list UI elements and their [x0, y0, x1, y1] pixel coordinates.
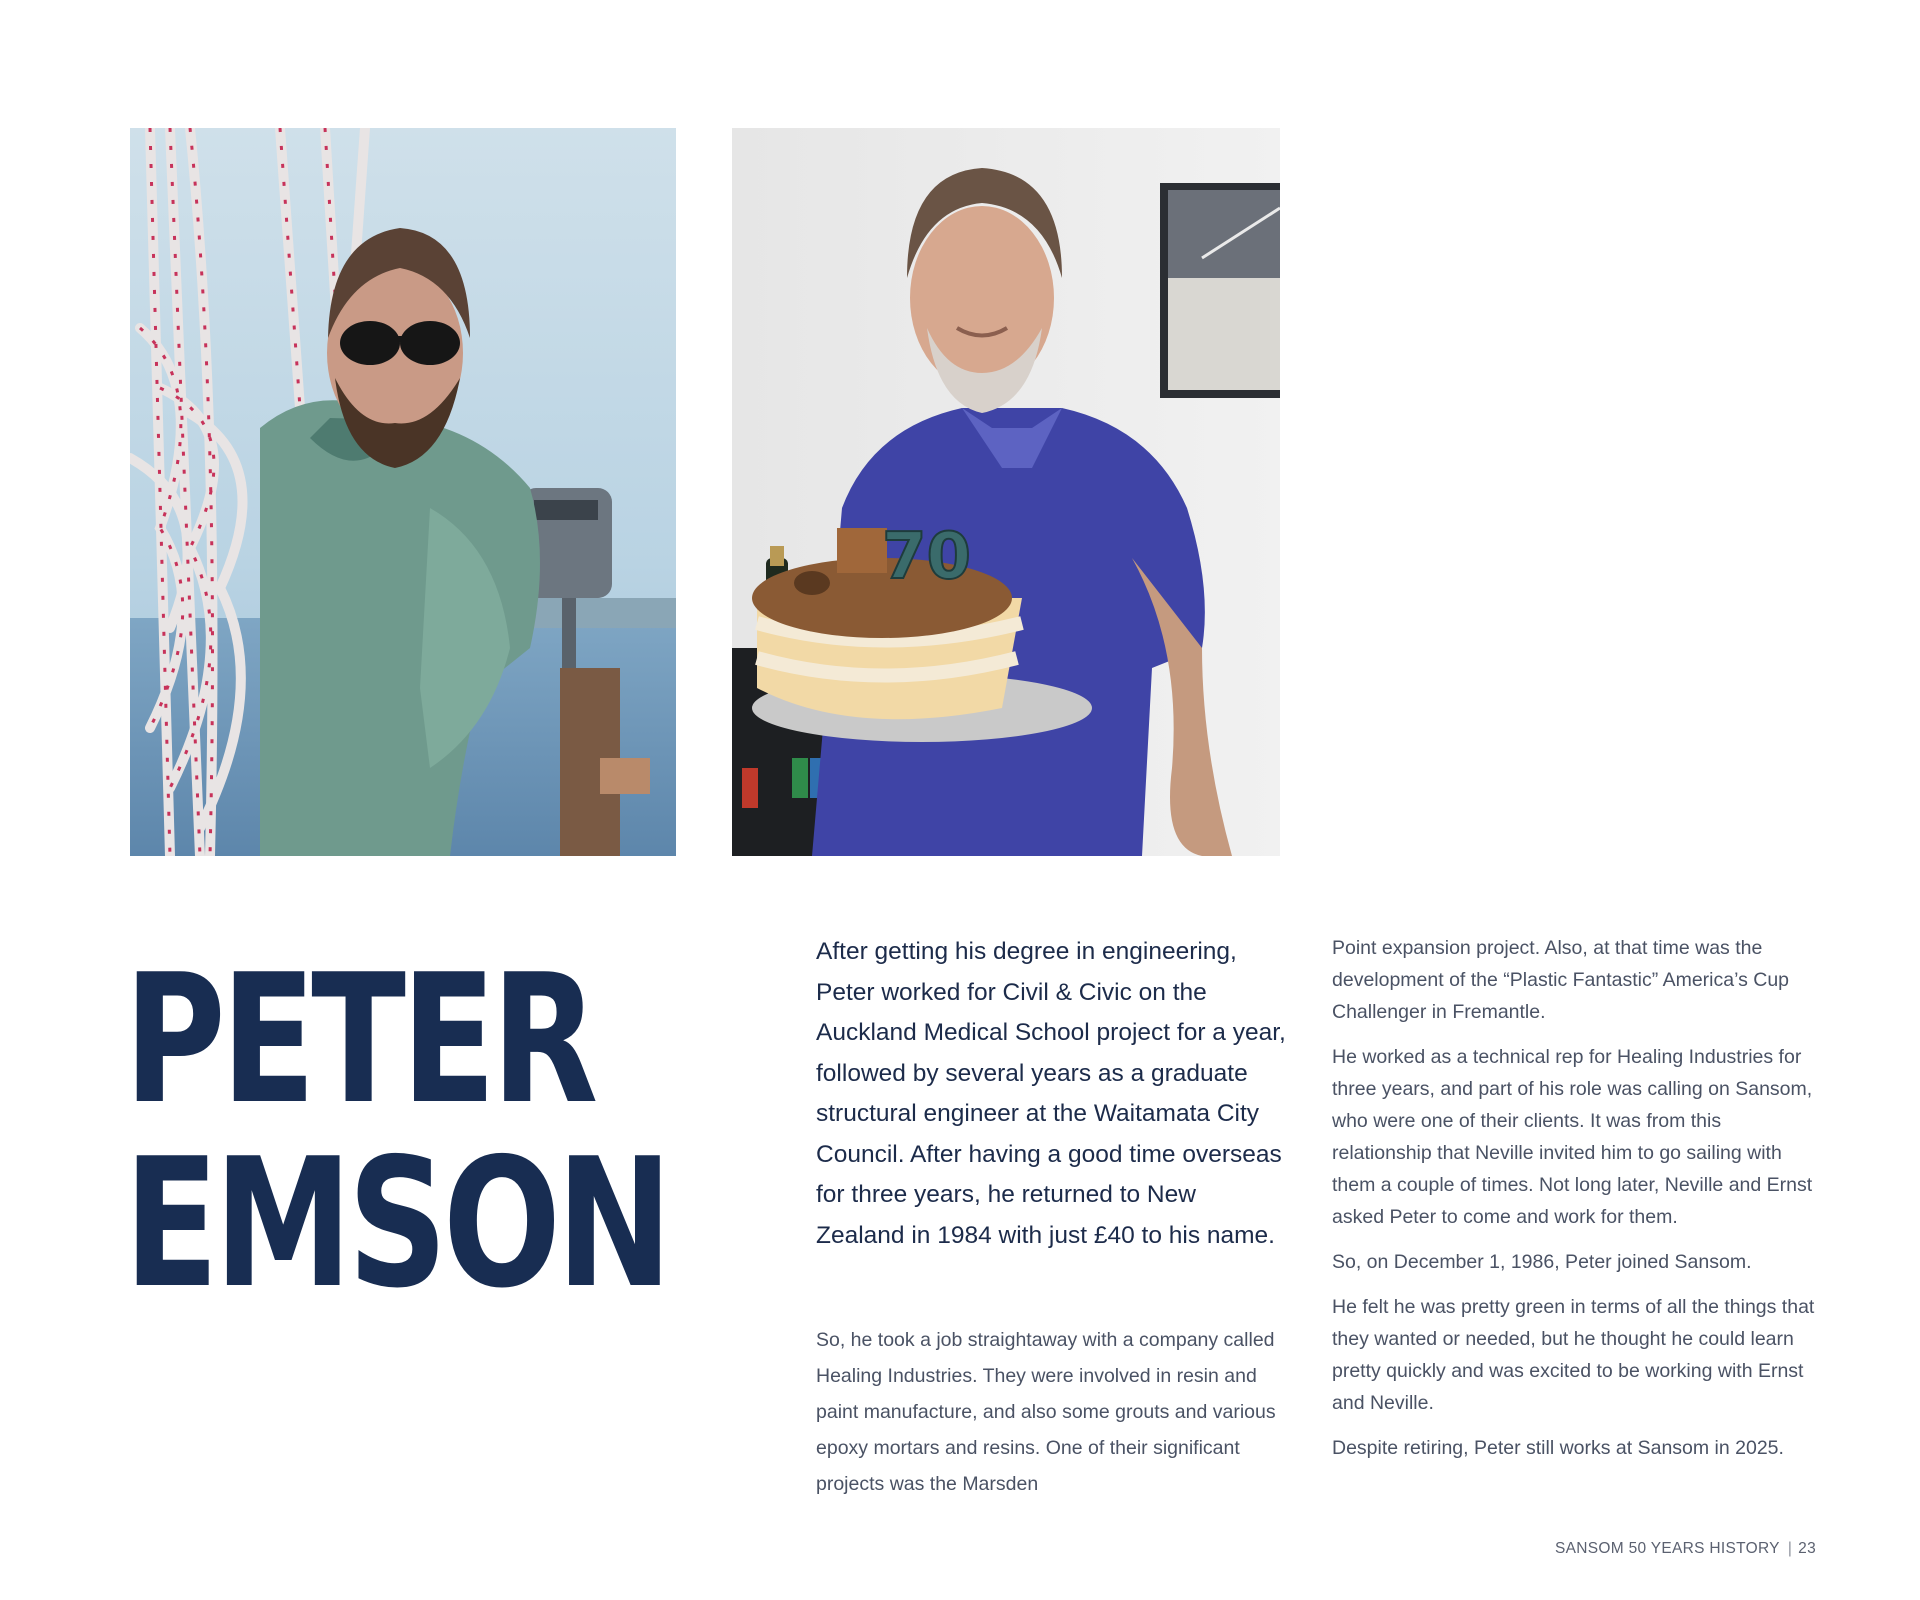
page-footer [1555, 1540, 1816, 1558]
body-paragraph: He worked as a technical rep for Healing Industries for three years, and part of his role was calling on Sansom, who were one of their clients. It was from this relationship that Neville invited him to go sailing with them a couple of times. Not long later, Neville and Ernst asked Peter to come and work for them. [1332, 1046, 1813, 1228]
young-peter-sailing-photo [130, 128, 676, 856]
footer-separator: | [1787, 1540, 1793, 1557]
title-first-name: PETER [124, 936, 594, 1143]
body-paragraph: Point expansion project. Also, at that time was the development of the “Plastic Fantastic” America’s Cup Challenger in Fremantle. [1332, 937, 1790, 1023]
cake-candles-text: 70 [882, 520, 972, 594]
body-paragraph: He felt he was pretty green in terms of all the things that they wanted or needed, but he thought he could learn pretty quickly and was excited to be working with Ernst and Neville. [1332, 1296, 1815, 1414]
body-paragraph: So, on December 1, 1986, Peter joined Sansom. [1332, 1251, 1752, 1273]
page-title [124, 936, 668, 1327]
body-paragraph: Despite retiring, Peter still works at Sansom in 2025. [1332, 1437, 1784, 1459]
column1-body-paragraph: So, he took a job straightaway with a company called Healing Industries. They were involved in resin and paint manufacture, and also some grouts and various epoxy mortars and resins. One of their significant projects was the Marsden [816, 1329, 1276, 1495]
peter-70th-birthday-cake-photo [732, 128, 1280, 856]
page-number: 23 [1798, 1540, 1816, 1557]
title-last-name: EMSON [124, 1120, 668, 1327]
column2-body [1332, 932, 1822, 1477]
lead-paragraph: After getting his degree in engineering, Peter worked for Civil & Civic on the Auckland Medical School project for a year, followed by several years as a graduate structural engineer at the Waitamata City Council. After having a good time overseas for three years, he returned to New Zealand in 1984 with just £40 to his name. [816, 938, 1286, 1249]
footer-publication: SANSOM 50 YEARS HISTORY [1554, 1540, 1780, 1557]
